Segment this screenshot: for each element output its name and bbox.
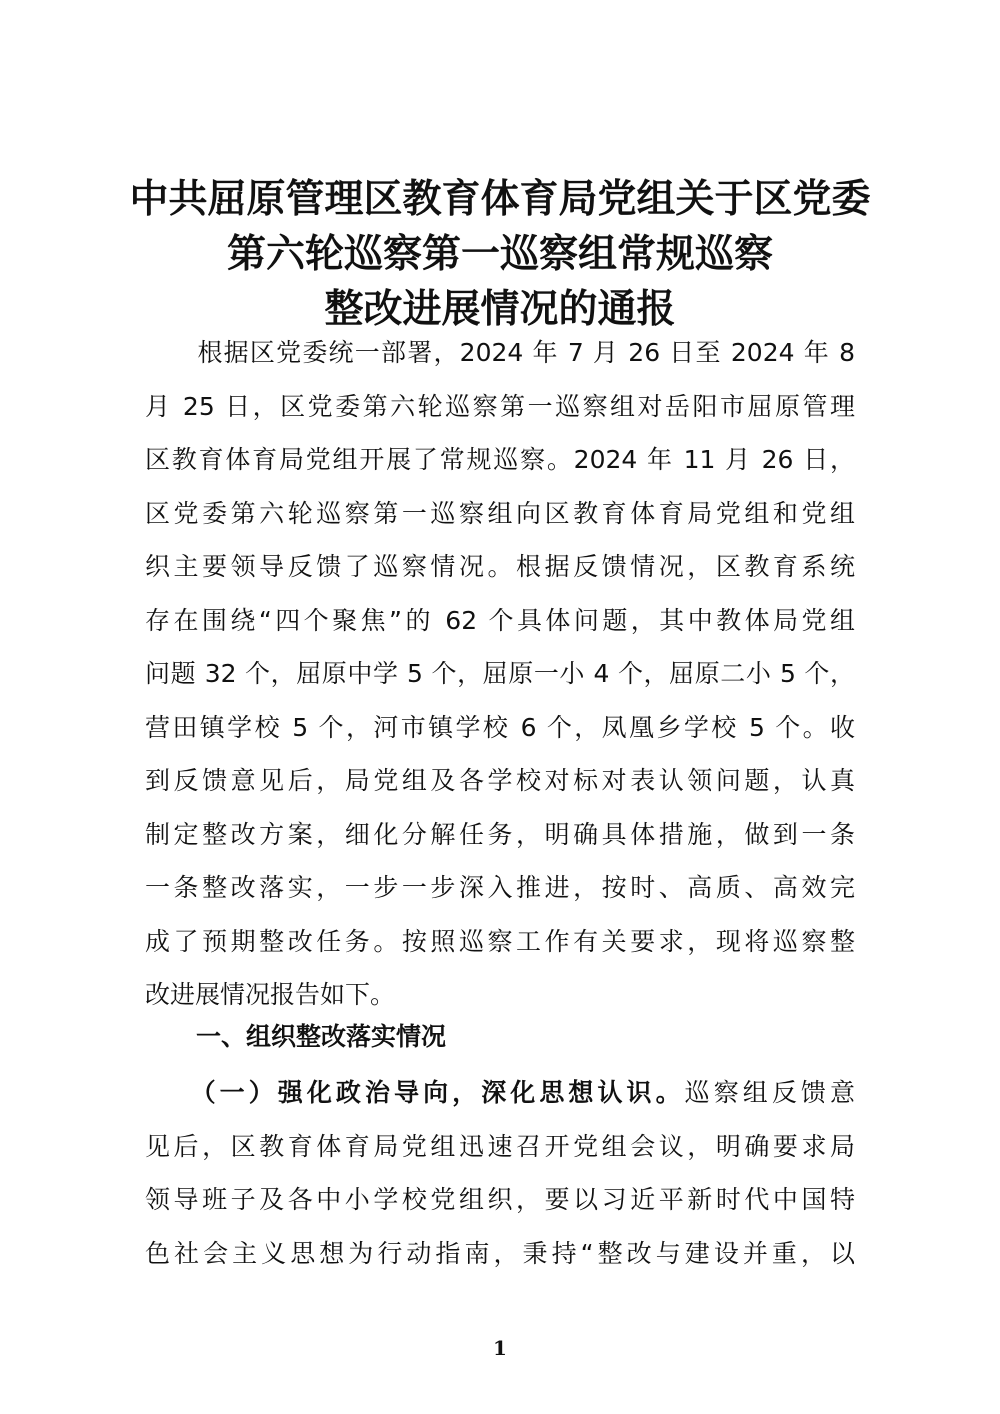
- paragraph-line: 区党委第六轮巡察第一巡察组向区教育体育局党组和党组: [145, 498, 855, 528]
- paragraph-line: 领导班子及各中小学校党组织，要以习近平新时代中国特: [145, 1185, 855, 1214]
- paragraph-line: 一条整改落实，一步一步深入推进，按时、高质、高效完: [145, 873, 855, 902]
- page-number: 1: [493, 1336, 507, 1360]
- paragraph-line: 成了预期整改任务。按照巡察工作有关要求，现将巡察整: [145, 926, 855, 956]
- paragraph-line: 见后，区教育体育局党组迅速召开党组会议，明确要求局: [145, 1131, 855, 1161]
- paragraph-line: 区教育体育局党组开展了常规巡察。2024 年 11 月 26 日，: [145, 445, 855, 474]
- intro-paragraph: [145, 326, 855, 1022]
- paragraph-line: 根据区党委统一部署，2024 年 7 月 26 日至 2024 年 8: [145, 338, 855, 367]
- title-line-2: 第六轮巡察第一巡察组常规巡察: [226, 231, 773, 277]
- paragraph-line: 织主要领导反馈了巡察情况。根据反馈情况，区教育系统: [145, 552, 855, 581]
- section-heading: 一、组织整改落实情况: [196, 1022, 447, 1051]
- paragraph-line: 改进展情况报告如下。: [145, 980, 396, 1009]
- title-line-3: 整改进展情况的通报: [324, 286, 676, 332]
- paragraph-line: 月 25 日，区党委第六轮巡察第一巡察组对岳阳市屈原管理: [145, 391, 855, 421]
- section-paragraph: [145, 1066, 855, 1280]
- title-line-1: 中共屈原管理区教育体育局党组关于区党委: [129, 176, 871, 222]
- document-title: [0, 172, 1000, 337]
- paragraph-line: 营田镇学校 5 个，河市镇学校 6 个，凤凰乡学校 5 个。收: [145, 712, 855, 742]
- paragraph-line: 存在围绕“四个聚焦”的 62 个具体问题，其中教体局党组: [145, 605, 855, 635]
- paragraph-line: [145, 1066, 855, 1120]
- paragraph-line: 色社会主义思想为行动指南，秉持“整改与建设并重，以: [145, 1238, 855, 1268]
- paragraph-text: 巡察组反馈意: [684, 1078, 855, 1107]
- paragraph-line: 问题 32 个，屈原中学 5 个，屈原一小 4 个，屈原二小 5 个，: [145, 659, 855, 688]
- paragraph-line: 制定整改方案，细化分解任务，明确具体措施，做到一条: [145, 819, 855, 849]
- paragraph-lead: （一）强化政治导向，深化思想认识。: [203, 1078, 685, 1107]
- paragraph-line: 到反馈意见后，局党组及各学校对标对表认领问题，认真: [145, 766, 855, 795]
